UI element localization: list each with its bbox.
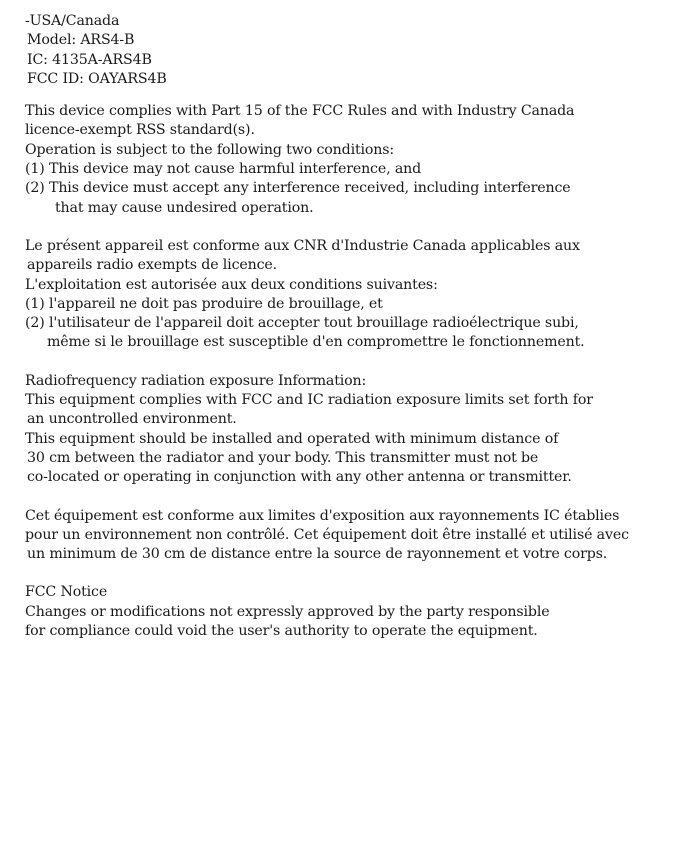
text-line: This device complies with Part 15 of the FCC Rules and with Industry Canada [25, 103, 575, 120]
french-rf-exposure-information [25, 507, 675, 565]
text-line: an uncontrolled environment. [27, 411, 237, 428]
region-label: -USA/Canada [25, 13, 120, 29]
fcc-id: FCC ID: OAYARS4B [27, 70, 167, 87]
condition-2-continued: même si le brouillage est susceptible d'en compromettre le fonctionnement. [47, 334, 585, 351]
text-line: for compliance could void the user's authority to operate the equipment. [25, 623, 538, 640]
fcc-notice [25, 583, 675, 641]
text-line: un minimum de 30 cm de distance entre la source de rayonnement et votre corps. [27, 546, 608, 563]
french-compliance-statement [25, 237, 675, 353]
text-line: pour un environnement non contrôlé. Cet équipement doit être installé et utilisé avec [25, 526, 629, 543]
text-line: Cet équipement est conforme aux limites d'exposition aux rayonnements IC établies [25, 507, 620, 524]
text-line: Changes or modifications not expressly approved by the party responsible [25, 603, 550, 620]
text-line: licence-exempt RSS standard(s). [25, 122, 255, 139]
condition-1: (1) l'appareil ne doit pas produire de brouillage, et [25, 295, 383, 312]
text-line: Le présent appareil est conforme aux CNR d'Industrie Canada applicables aux [25, 237, 580, 254]
ic-number: IC: 4135A-ARS4B [27, 51, 152, 68]
device-identification [25, 12, 675, 89]
condition-1: (1) This device may not cause harmful interference, and [25, 161, 422, 178]
text-line: Operation is subject to the following two conditions: [25, 141, 395, 158]
text-line: appareils radio exempts de licence. [27, 257, 278, 274]
text-line: co-located or operating in conjunction with any other antenna or transmitter. [27, 469, 572, 486]
condition-2: (2) l'utilisateur de l'appareil doit accepter tout brouillage radioélectrique subi, [25, 315, 579, 332]
fcc-notice-title: FCC Notice [25, 584, 108, 601]
english-compliance-statement [25, 102, 675, 218]
rf-exposure-information [25, 372, 675, 488]
condition-2: (2) This device must accept any interference received, including interference [25, 180, 571, 197]
text-line: L'exploitation est autorisée aux deux conditions suivantes: [25, 276, 438, 293]
text-line: This equipment should be installed and operated with minimum distance of [25, 430, 559, 447]
text-line: This equipment complies with FCC and IC radiation exposure limits set forth for [25, 392, 593, 409]
regulatory-notice [25, 12, 675, 641]
model-number: Model: ARS4-B [27, 32, 135, 49]
rf-exposure-heading: Radiofrequency radiation exposure Information: [25, 372, 367, 389]
text-line: 30 cm between the radiator and your body. This transmitter must not be [27, 449, 539, 466]
condition-2-continued: that may cause undesired operation. [55, 199, 314, 216]
